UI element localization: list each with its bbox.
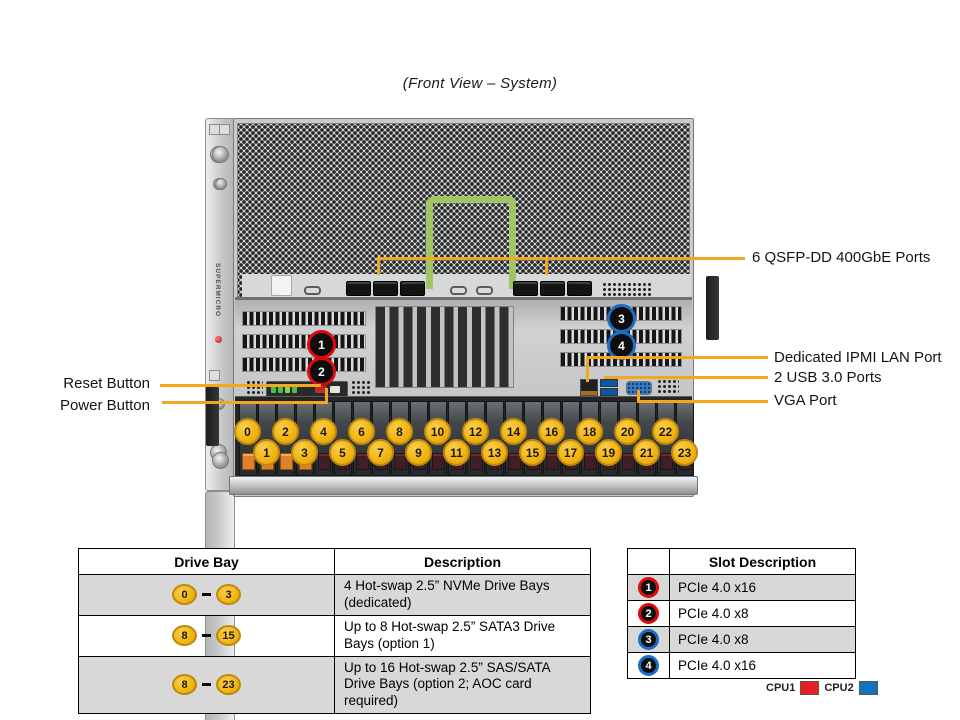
- pcie-slot-opening: [242, 334, 366, 349]
- drive-bay-number-badge: 13: [481, 439, 508, 466]
- drive-bay-number-badge: 11: [443, 439, 470, 466]
- drive-bay-number-badge: 22: [652, 418, 679, 445]
- led-icon: [271, 386, 276, 393]
- qsfp-port: [513, 281, 538, 296]
- pcie-slot-opening: [242, 357, 366, 372]
- slot-description-cell: PCIe 4.0 x16: [670, 575, 856, 601]
- table-row: [79, 656, 591, 714]
- slot-number-column-header: [628, 549, 670, 575]
- drive-bay-number-badge: 17: [557, 439, 584, 466]
- drive-bay-number-badge: 21: [633, 439, 660, 466]
- drive-bay-number-badge: 0: [234, 418, 261, 445]
- callout-line-qsfp: [377, 257, 380, 275]
- range-dash-icon: [202, 593, 211, 596]
- ear-handle: [706, 276, 719, 340]
- slot-table-body: [628, 575, 856, 679]
- brand-logo-dot: [215, 336, 222, 343]
- vent-holes: [602, 282, 652, 298]
- drive-bay-number-badge: 10: [424, 418, 451, 445]
- table-row: [628, 653, 856, 679]
- pcie-slot-opening: [242, 311, 366, 326]
- callout-line-vga: [637, 400, 768, 403]
- drive-bay-number-badge: 19: [595, 439, 622, 466]
- slot-table: [627, 548, 856, 679]
- drive-bay-number-badge: 20: [614, 418, 641, 445]
- page-title: (Front View – System): [402, 75, 558, 92]
- cpu-legend: [766, 681, 878, 695]
- callout-label-power: Power Button: [59, 397, 150, 414]
- cpu-color-swatch-icon: [859, 681, 878, 695]
- slot-description-cell: PCIe 4.0 x8: [670, 627, 856, 653]
- bay-number-badge: 3: [216, 584, 241, 605]
- callout-line-ipmi: [586, 356, 589, 382]
- table-header-row: [628, 549, 856, 575]
- slot-number-cell: [628, 627, 670, 653]
- screw-slot: [476, 286, 493, 295]
- slot-number-badge: 3: [638, 629, 659, 650]
- ipmi-lan-port: [580, 379, 598, 396]
- bay-number-badge: 0: [172, 584, 197, 605]
- drive-bay-number-badge: 5: [329, 439, 356, 466]
- qsfp-port: [567, 281, 592, 296]
- cpu-color-swatch-icon: [800, 681, 819, 695]
- callout-line-usb: [604, 376, 768, 379]
- bay-number-badge: 8: [172, 625, 197, 646]
- callout-line-reset: [160, 384, 321, 387]
- drive-bay-number-badge: 9: [405, 439, 432, 466]
- callout-line-qsfp: [545, 257, 548, 275]
- slot-number-cell: [628, 601, 670, 627]
- bay-number-badge: 8: [172, 674, 197, 695]
- table-header-row: [79, 549, 591, 575]
- slot-number-cell: [628, 653, 670, 679]
- slot-number-badge: 2: [638, 603, 659, 624]
- range-dash-icon: [202, 683, 211, 686]
- drive-bay-table-body: [79, 575, 591, 714]
- drive-bay-number-badge: 7: [367, 439, 394, 466]
- led-icon: [278, 386, 283, 393]
- table-row: [628, 627, 856, 653]
- center-vent: [375, 306, 514, 388]
- bottom-rail: [229, 476, 698, 495]
- slot-number-badge: 1: [638, 577, 659, 598]
- drive-bay-number-badge: 4: [310, 418, 337, 445]
- bay-range-cell: [79, 656, 335, 714]
- slot-description-cell: PCIe 4.0 x8: [670, 601, 856, 627]
- bay-number-badge: 15: [216, 625, 241, 646]
- qsfp-port: [400, 281, 425, 296]
- callout-label-usb: 2 USB 3.0 Ports: [774, 369, 882, 386]
- service-label: [271, 275, 292, 296]
- screw-slot: [304, 286, 321, 295]
- usb-port: [600, 388, 618, 396]
- vent-holes: [657, 379, 679, 394]
- led-icon: [285, 386, 290, 393]
- drive-bay-array: [235, 396, 692, 478]
- vent-holes: [351, 380, 371, 394]
- slot-number-badge: 4: [638, 655, 659, 676]
- thumbscrew-icon: [212, 146, 229, 163]
- drive-bay-number-badge: 15: [519, 439, 546, 466]
- screw-icon: [215, 178, 227, 190]
- table-row: [79, 575, 591, 616]
- drive-bay-number-badge: 1: [253, 439, 280, 466]
- qsfp-port: [346, 281, 371, 296]
- bay-range-cell: [79, 615, 335, 656]
- callout-label-vga: VGA Port: [774, 392, 837, 409]
- usb-port: [600, 379, 618, 387]
- callout-line-power: [325, 388, 328, 404]
- drive-bay-number-badge: 3: [291, 439, 318, 466]
- callout-line-power: [162, 401, 328, 404]
- drive-bay-number-badge: 16: [538, 418, 565, 445]
- drive-bay-number-badge: 23: [671, 439, 698, 466]
- callout-label-qsfp: 6 QSFP-DD 400GbE Ports: [752, 249, 931, 266]
- slot-description-column-header: Slot Description: [670, 549, 856, 575]
- callout-label-ipmi: Dedicated IPMI LAN Port: [774, 349, 942, 366]
- callout-label-reset: Reset Button: [63, 375, 150, 392]
- mount-hole: [209, 370, 220, 381]
- qsfp-port: [540, 281, 565, 296]
- drive-bay-number-badge: 6: [348, 418, 375, 445]
- led-icon: [292, 386, 297, 393]
- bay-description-cell: Up to 8 Hot-swap 2.5” SATA3 Drive Bays (option 1): [335, 615, 591, 656]
- drive-bay-table: [78, 548, 591, 714]
- vent-holes: [246, 380, 263, 394]
- slot-number-cell: [628, 575, 670, 601]
- drive-bay-number-badge: 14: [500, 418, 527, 445]
- power-button[interactable]: [330, 386, 340, 393]
- table-row: [628, 575, 856, 601]
- ear-handle: [206, 386, 219, 446]
- slot-marker-3: 3: [607, 304, 636, 333]
- screw-slot: [450, 286, 467, 295]
- drive-bay-number-badge: 18: [576, 418, 603, 445]
- server-front-view: [205, 118, 720, 497]
- table-row: [79, 615, 591, 656]
- slot-marker-1: 1: [307, 330, 336, 359]
- drive-bay-column-header: Drive Bay: [79, 549, 335, 575]
- cpu-legend-label: CPU2: [824, 682, 854, 694]
- bay-description-cell: 4 Hot-swap 2.5” NVMe Drive Bays (dedicated): [335, 575, 591, 616]
- range-dash-icon: [202, 634, 211, 637]
- cpu-legend-label: CPU1: [766, 682, 796, 694]
- drive-bay-number-badge: 12: [462, 418, 489, 445]
- bay-description-cell: Up to 16 Hot-swap 2.5” SAS/SATA Drive Bays (option 2; AOC card required): [335, 656, 591, 714]
- description-column-header: Description: [335, 549, 591, 575]
- qsfp-port: [373, 281, 398, 296]
- drive-bay-number-badge: 2: [272, 418, 299, 445]
- brand-label: SUPERMICRO: [214, 263, 221, 318]
- thumbscrew-icon: [212, 452, 229, 469]
- bay-number-badge: 23: [216, 674, 241, 695]
- callout-line-qsfp: [377, 257, 745, 260]
- slot-description-cell: PCIe 4.0 x16: [670, 653, 856, 679]
- mount-hole: [219, 124, 230, 135]
- mesh-panel: [237, 123, 690, 298]
- callout-line-ipmi: [586, 356, 768, 359]
- green-handle-highlight: [426, 196, 516, 289]
- table-row: [628, 601, 856, 627]
- drive-bay-number-badge: 8: [386, 418, 413, 445]
- slot-marker-4: 4: [607, 331, 636, 360]
- slot-marker-2: 2: [307, 357, 336, 386]
- bay-range-cell: [79, 575, 335, 616]
